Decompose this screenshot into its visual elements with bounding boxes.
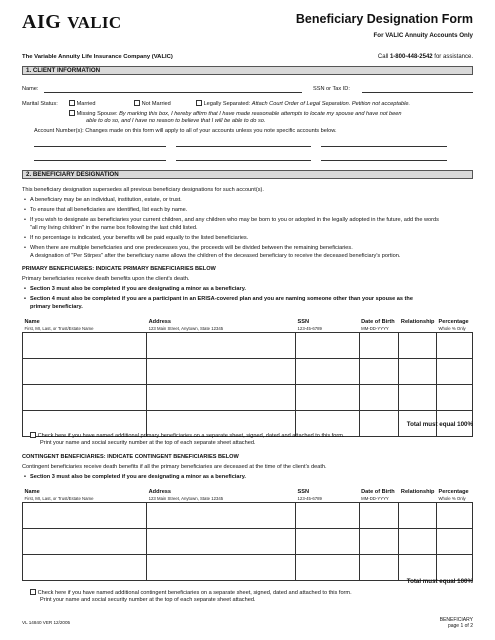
name-field[interactable] — [44, 92, 302, 93]
dob-cell[interactable] — [359, 384, 399, 410]
legally-separated-checkbox[interactable] — [196, 100, 202, 106]
col-relationship-header: Relationship — [399, 318, 437, 332]
account-number-field-4[interactable] — [34, 160, 166, 161]
account-numbers-text: Account Number(s): Changes made on this form will apply to all of your accounts unless you note specific accounts below. — [34, 128, 337, 134]
additional-primary-text: Check here if you have named additional primary beneficiaries on a separate sheet, signed, dated and attached to this form. — [37, 433, 345, 439]
additional-primary-checkbox[interactable] — [30, 432, 36, 438]
relationship-cell[interactable] — [399, 358, 437, 384]
dob-cell[interactable] — [359, 358, 399, 384]
not-married-label: Not Married — [141, 101, 171, 107]
relationship-cell[interactable] — [399, 502, 437, 528]
primary-heading: PRIMARY BENEFICIARIES: INDICATE PRIMARY BENEFICIARIES BELOW — [22, 266, 216, 272]
table-row[interactable] — [23, 502, 473, 528]
bullet-continuation: A designation of "Per Stirpes" after the beneficiary name allows the children of the deceased beneficiary to receive the deceased beneficiary's portion. — [30, 253, 401, 259]
col-address-header: Address 123 Main Street, Anytown, State 12345 — [147, 488, 296, 502]
document-name: BENEFICIARY — [439, 617, 473, 623]
account-number-field-5[interactable] — [176, 160, 311, 161]
contingent-total-note: Total must equal 100% — [406, 578, 473, 585]
valic-logo-text: VALIC — [67, 13, 122, 32]
table-header-row — [23, 318, 473, 332]
col-name-header: Name First, MI, Last, or Trust/Estate Name — [23, 488, 147, 502]
bullet-item: • A beneficiary may be an individual, institution, estate, or trust. — [30, 197, 182, 204]
ssn-cell[interactable] — [296, 554, 360, 580]
name-cell[interactable] — [23, 502, 147, 528]
percentage-cell[interactable] — [436, 384, 472, 410]
address-cell[interactable] — [147, 358, 296, 384]
percentage-cell[interactable] — [436, 502, 472, 528]
name-cell[interactable] — [23, 358, 147, 384]
address-cell[interactable] — [147, 554, 296, 580]
col-relationship-header: Relationship — [399, 488, 437, 502]
additional-contingent-text: Check here if you have named additional contingent beneficiaries on a separate sheet, signed, dated and attached to this form. — [37, 590, 352, 596]
assistance-line — [378, 54, 473, 61]
legally-separated-note: Attach Court Order of Legal Separation. Petition not acceptable. — [251, 101, 411, 107]
ssn-cell[interactable] — [296, 384, 360, 410]
dob-cell[interactable] — [359, 410, 399, 436]
table-row[interactable] — [23, 358, 473, 384]
contingent-heading: CONTINGENT BENEFICIARIES: INDICATE CONTINGENT BENEFICIARIES BELOW — [22, 454, 239, 460]
primary-bullet-2: • Section 4 must also be completed if you are a participant in an ERISA-covered plan and you are naming someone other than your spouse as the — [30, 296, 413, 303]
dob-cell[interactable] — [359, 502, 399, 528]
page-footer — [440, 617, 473, 629]
account-number-field-1[interactable] — [34, 146, 166, 147]
percentage-cell[interactable] — [436, 358, 472, 384]
call-prefix: Call — [377, 54, 390, 60]
contingent-bullet: • Section 3 must also be completed if you are designating a minor as a beneficiary. — [30, 474, 246, 481]
relationship-cell[interactable] — [399, 528, 437, 554]
missing-spouse-note-2: able to do so, and I have no reason to believe that I will be able to do so. — [86, 118, 266, 124]
col-name-header: Name First, MI, Last, or Trust/Estate Name — [23, 318, 147, 332]
primary-beneficiaries-table — [22, 318, 473, 437]
dob-cell[interactable] — [359, 528, 399, 554]
account-number-field-3[interactable] — [321, 146, 447, 147]
col-dob-header: Date of Birth MM-DD-YYYY — [359, 488, 399, 502]
dob-cell[interactable] — [359, 554, 399, 580]
percentage-cell[interactable] — [436, 332, 472, 358]
relationship-cell[interactable] — [399, 554, 437, 580]
col-percentage-header: Percentage Whole % Only — [436, 488, 472, 502]
account-number-field-6[interactable] — [321, 160, 447, 161]
address-cell[interactable] — [147, 528, 296, 554]
designation-intro: This beneficiary designation supersedes all previous beneficiary designations for such account(s). — [22, 187, 264, 193]
aig-logo-text: AIG — [22, 11, 62, 33]
relationship-cell[interactable] — [399, 384, 437, 410]
company-name: The Variable Annuity Life Insurance Company (VALIC) — [22, 54, 173, 60]
primary-bullet-2-continuation: primary beneficiary. — [30, 304, 83, 310]
contingent-beneficiaries-table — [22, 488, 473, 581]
percentage-cell[interactable] — [436, 528, 472, 554]
form-title: Beneficiary Designation Form — [295, 12, 473, 26]
address-cell[interactable] — [147, 332, 296, 358]
married-checkbox[interactable] — [69, 100, 75, 106]
section-2-header: 2. BENEFICIARY DESIGNATION — [22, 170, 473, 179]
table-header-row — [23, 488, 473, 502]
bullet-item: • If no percentage is indicated, your benefits will be paid equally to the listed beneficiaries. — [30, 235, 248, 242]
form-subtitle: For VALIC Annuity Accounts Only — [373, 32, 473, 39]
legally-separated-label: Legally Separated: — [203, 101, 252, 107]
contingent-intro: Contingent beneficiaries receive death benefits if all the primary beneficiaries are deceased at the time of the client's death. — [22, 464, 327, 470]
ssn-cell[interactable] — [296, 528, 360, 554]
col-dob-header: Date of Birth MM-DD-YYYY — [359, 318, 399, 332]
address-cell[interactable] — [147, 502, 296, 528]
account-number-field-2[interactable] — [176, 146, 311, 147]
relationship-cell[interactable] — [399, 332, 437, 358]
ssn-cell[interactable] — [296, 502, 360, 528]
missing-spouse-option[interactable] — [69, 110, 402, 118]
missing-spouse-checkbox[interactable] — [69, 110, 75, 116]
legally-separated-option[interactable] — [196, 100, 410, 108]
additional-primary-option[interactable] — [30, 432, 344, 440]
name-cell[interactable] — [23, 332, 147, 358]
table-row[interactable] — [23, 384, 473, 410]
additional-primary-note: Print your name and social security number at the top of each separate sheet attached. — [40, 440, 256, 446]
phone-number: 1-800-448-2542 — [389, 54, 433, 60]
primary-bullet-1: • Section 3 must also be completed if you are designating a minor as a beneficiary. — [30, 286, 246, 293]
table-row[interactable] — [23, 554, 473, 580]
name-cell[interactable] — [23, 384, 147, 410]
percentage-cell[interactable] — [436, 554, 472, 580]
not-married-option[interactable] — [134, 100, 171, 108]
additional-contingent-note: Print your name and social security number at the top of each separate sheet attached. — [40, 597, 256, 603]
ssn-label: SSN or Tax ID: — [313, 86, 350, 92]
name-cell[interactable] — [23, 528, 147, 554]
col-percentage-header: Percentage Whole % Only — [436, 318, 472, 332]
bullet-item: • If you wish to designate as beneficiaries your current children, and any children who may be born to you or adopted in the legally adopted in the future, add the words — [30, 217, 439, 224]
married-option[interactable] — [69, 100, 96, 108]
address-cell[interactable] — [147, 384, 296, 410]
table-row[interactable] — [23, 332, 473, 358]
bullet-item: • When there are multiple beneficiaries and one predeceases you, the proceeds will be divided between the remaining beneficiaries. — [30, 245, 353, 252]
primary-intro: Primary beneficiaries receive death benefits upon the client's death. — [22, 276, 190, 282]
missing-spouse-label: Missing Spouse: — [76, 111, 120, 117]
name-label: Name: — [22, 86, 39, 92]
col-ssn-header: SSN 123-45-6789 — [296, 318, 360, 332]
page-number: page 1 of 2 — [447, 623, 473, 629]
dob-cell[interactable] — [359, 332, 399, 358]
married-label: Married — [76, 101, 96, 107]
bullet-item: • To ensure that all beneficiaries are identified, list each by name. — [30, 207, 187, 214]
missing-spouse-note-1: By marking this box, I hereby affirm that I have made reasonable attempts to locate my spouse and have not been — [119, 111, 402, 117]
ssn-cell[interactable] — [296, 358, 360, 384]
section-1-header: 1. CLIENT INFORMATION — [22, 66, 473, 75]
bullet-continuation: "all my living children" in the name box following the last child listed. — [30, 225, 198, 231]
marital-status-label: Marital Status: — [22, 101, 58, 107]
form-code: VL 14840 VER 12/2005 — [22, 620, 71, 625]
col-ssn-header: SSN 123-45-6789 — [296, 488, 360, 502]
primary-total-note: Total must equal 100% — [406, 421, 473, 428]
additional-contingent-checkbox[interactable] — [30, 589, 36, 595]
table-row[interactable] — [23, 528, 473, 554]
col-address-header: Address 123 Main Street, Anytown, State 12345 — [147, 318, 296, 332]
name-cell[interactable] — [23, 554, 147, 580]
ssn-cell[interactable] — [296, 332, 360, 358]
call-suffix: for assistance. — [432, 54, 473, 60]
not-married-checkbox[interactable] — [134, 100, 140, 106]
aig-valic-logo — [22, 10, 121, 34]
additional-contingent-option[interactable] — [30, 589, 352, 597]
ssn-field[interactable] — [362, 92, 473, 93]
